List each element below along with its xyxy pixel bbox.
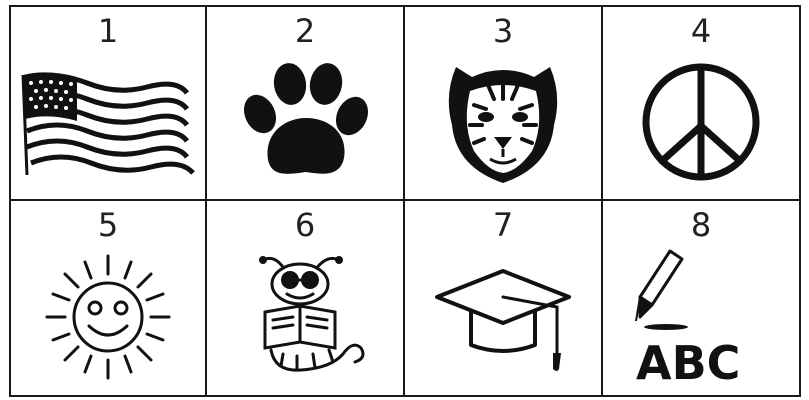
pencil-abc-icon xyxy=(626,247,776,387)
grid-cell-2[interactable] xyxy=(207,5,405,201)
cell-number: 8 xyxy=(690,206,712,244)
cell-number: 4 xyxy=(690,12,712,50)
peace-sign-icon xyxy=(639,60,763,184)
cell-number: 7 xyxy=(492,206,514,244)
cell-number: 5 xyxy=(97,206,119,244)
cell-number: 1 xyxy=(97,12,119,50)
paw-print-icon xyxy=(240,62,370,182)
grid-cell-6[interactable] xyxy=(207,201,405,397)
smiling-sun-icon xyxy=(43,252,173,382)
cell-number: 2 xyxy=(294,12,316,50)
abc-letters: ABC xyxy=(636,336,741,387)
grid-cell-5[interactable] xyxy=(9,201,207,397)
tiger-head-icon xyxy=(438,55,568,189)
graduation-cap-icon xyxy=(433,257,573,377)
cell-number: 3 xyxy=(492,12,514,50)
icon-grid xyxy=(9,5,801,397)
cell-number: 6 xyxy=(294,206,316,244)
grid-cell-3[interactable] xyxy=(405,5,603,201)
grid-cell-1[interactable] xyxy=(9,5,207,201)
grid-cell-7[interactable] xyxy=(405,201,603,397)
bookworm-icon xyxy=(235,250,375,384)
grid-cell-4[interactable] xyxy=(603,5,801,201)
grid-cell-8[interactable] xyxy=(603,201,801,397)
american-flag-icon xyxy=(17,63,199,181)
